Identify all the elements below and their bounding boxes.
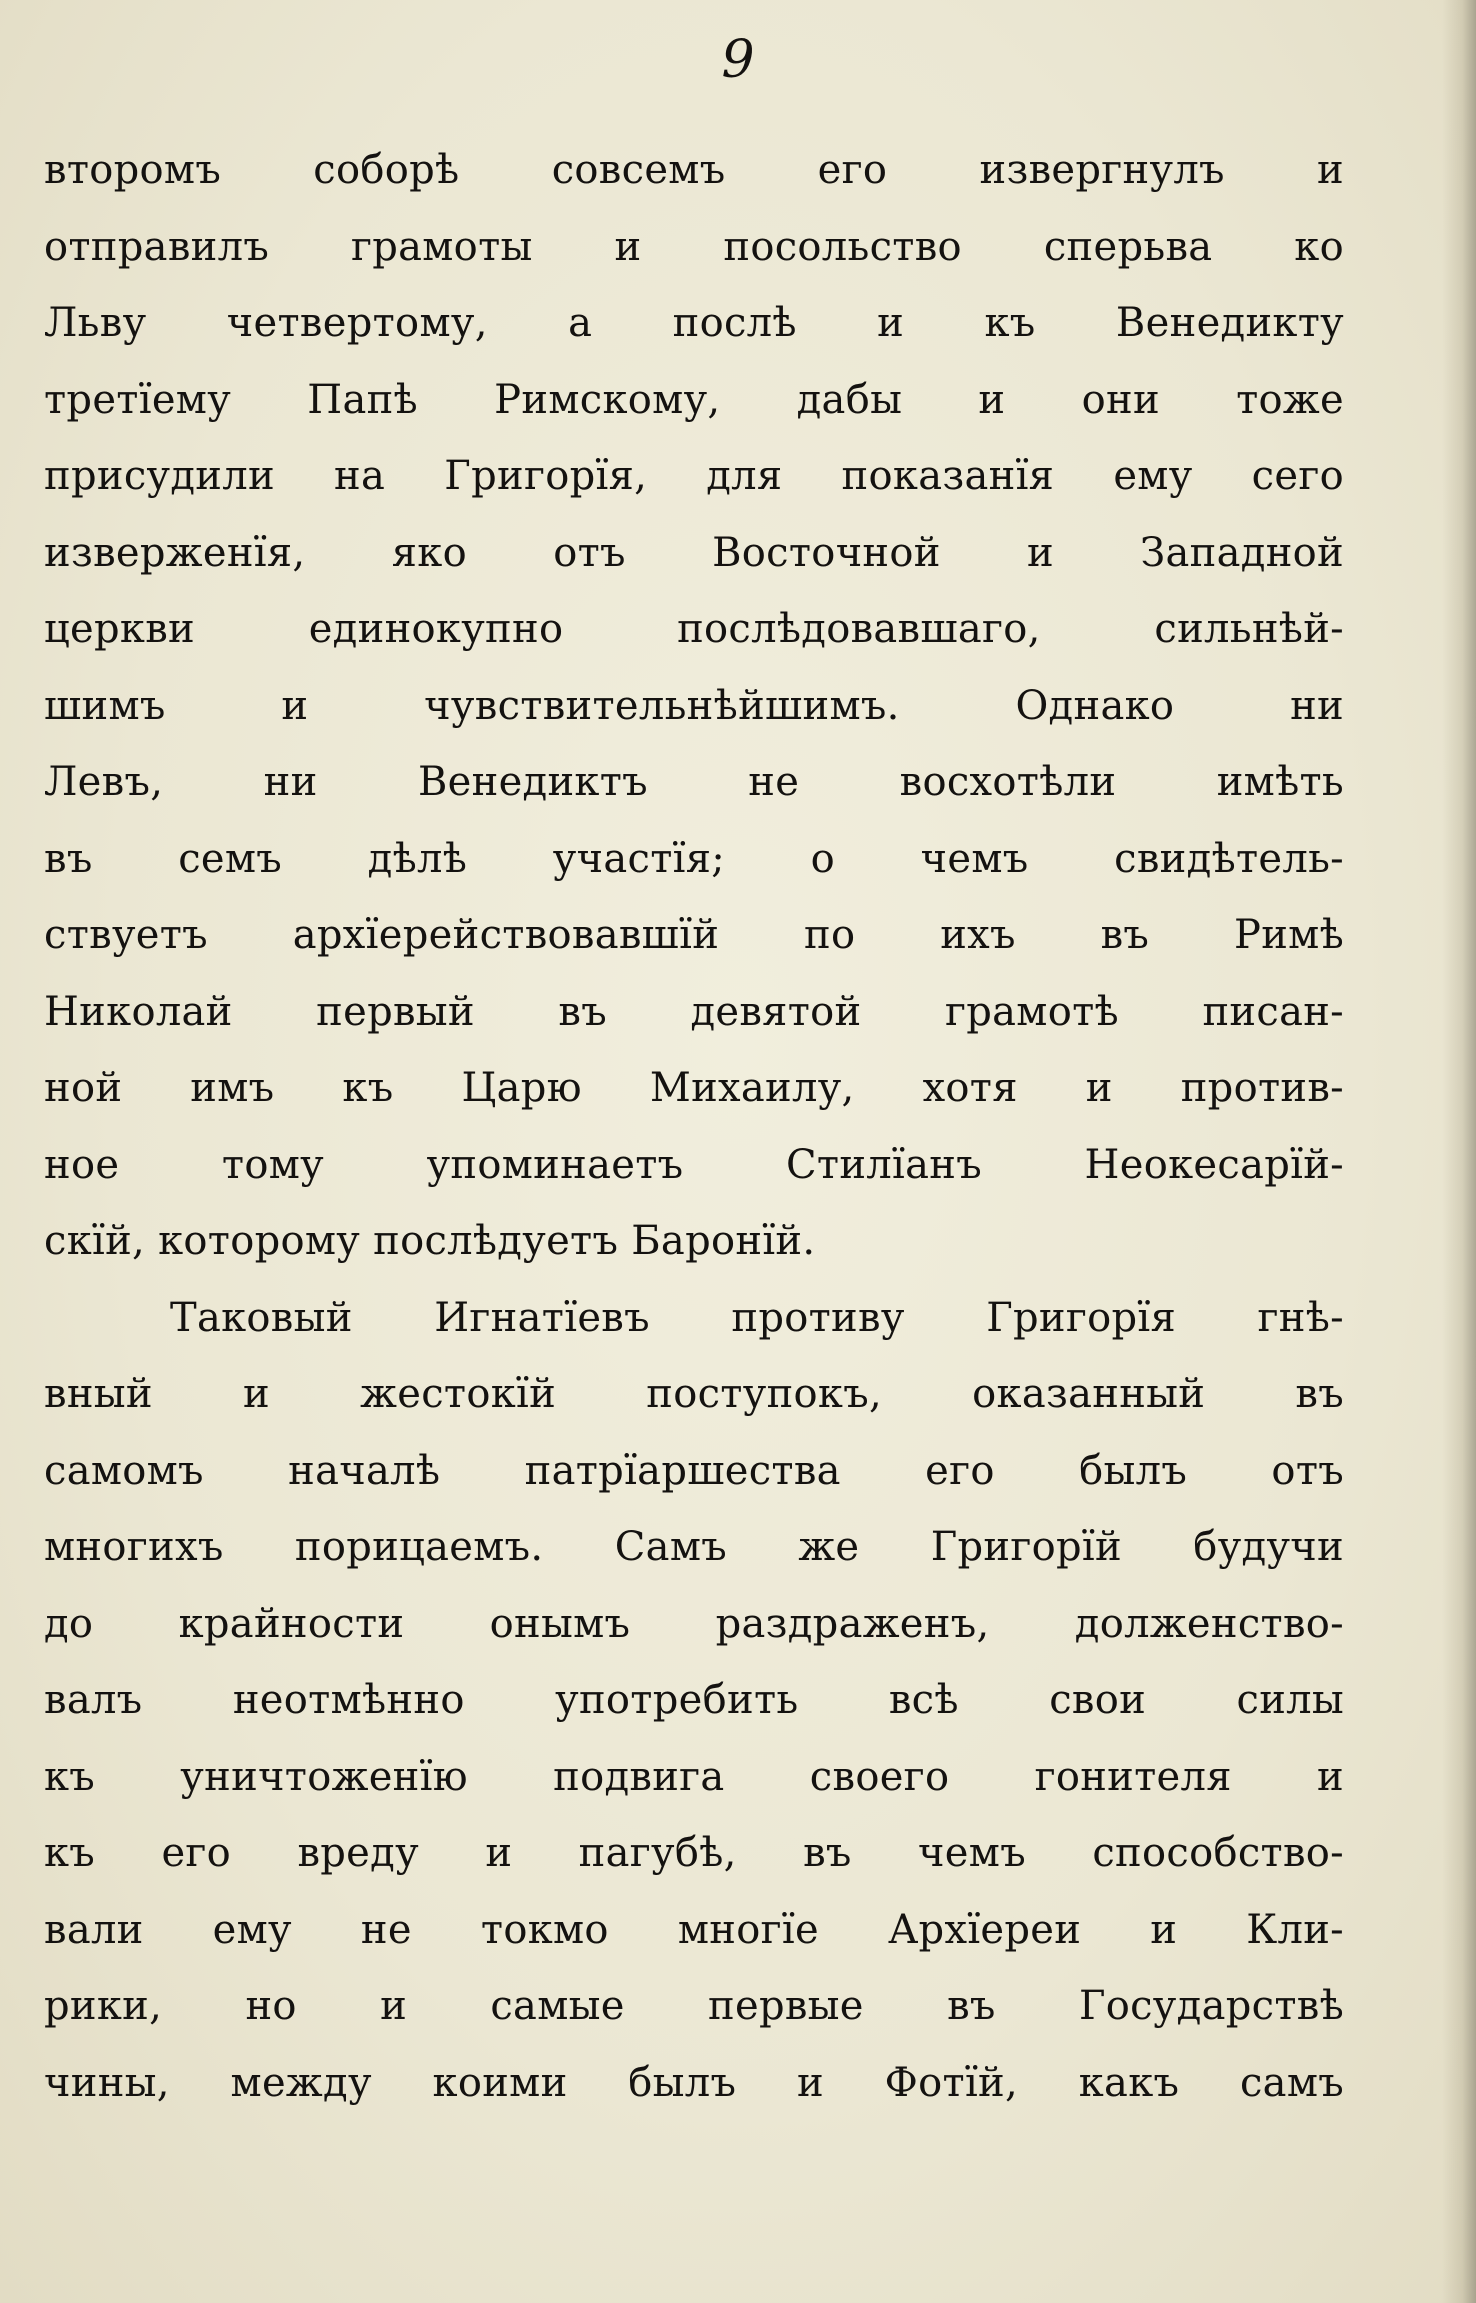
text-line: третїему Папѣ Римскому, дабы и они тоже — [44, 376, 1344, 423]
text-line: отправилъ грамоты и посольство сперьва ко — [44, 223, 1344, 270]
text-line: вали ему не токмо многїе Архїереи и Кли- — [44, 1906, 1344, 1953]
text-line: церкви единокупно послѣдовавшаго, сильнѣй- — [44, 606, 1344, 652]
text-line: второмъ соборѣ совсемъ его извергнулъ и — [44, 147, 1344, 193]
page-number: 9 — [721, 30, 755, 90]
text-line: самомъ началѣ патрїаршества его былъ отъ — [44, 1447, 1344, 1494]
text-line: въ семъ дѣлѣ участїя; о чемъ свидѣтель- — [44, 835, 1344, 882]
text-line: Левъ, ни Венедиктъ не восхотѣли имѣть — [44, 759, 1344, 805]
text-line: ной имъ къ Царю Михаилу, хотя и против- — [44, 1065, 1344, 1111]
text-line: многихъ порицаемъ. Самъ же Григорїй будучи — [44, 1524, 1344, 1570]
text-line: ствуетъ архїерействовавшїй по ихъ въ Римѣ — [44, 912, 1344, 958]
text-line: шимъ и чувствительнѣйшимъ. Однако ни — [44, 682, 1344, 729]
text-line: Николай первый въ девятой грамотѣ писан- — [44, 988, 1344, 1035]
text-line: до крайности онымъ раздраженъ, долженство- — [44, 1600, 1344, 1647]
body-text — [44, 132, 1344, 2121]
text-line: ное тому упоминаетъ Стилїанъ Неокесарїй- — [44, 1141, 1344, 1188]
paragraph-start-line: Таковый Игнатїевъ противу Григорїя гнѣ- — [170, 1294, 1344, 1341]
text-line: вный и жестокїй поступокъ, оказанный въ — [44, 1371, 1344, 1417]
text-line: изверженїя, яко отъ Восточной и Западной — [44, 529, 1344, 576]
paragraph-end-line: скїй, которому послѣдуетъ Баронїй. — [44, 1218, 816, 1264]
text-line: къ его вреду и пагубѣ, въ чемъ способство- — [44, 1830, 1344, 1876]
text-line: Льву четвертому, а послѣ и къ Венедикту — [44, 300, 1344, 346]
page-edge-shadow — [1442, 0, 1476, 2303]
text-line: валъ неотмѣнно употребить всѣ свои силы — [44, 1677, 1344, 1723]
text-line: присудили на Григорїя, для показанїя ему сего — [44, 453, 1344, 499]
text-line: къ уничтоженїю подвига своего гонителя и — [44, 1753, 1344, 1800]
text-line: чины, между коими былъ и Фотїй, какъ самъ — [44, 2059, 1344, 2106]
text-line: рики, но и самые первые въ Государствѣ — [44, 1983, 1344, 2029]
